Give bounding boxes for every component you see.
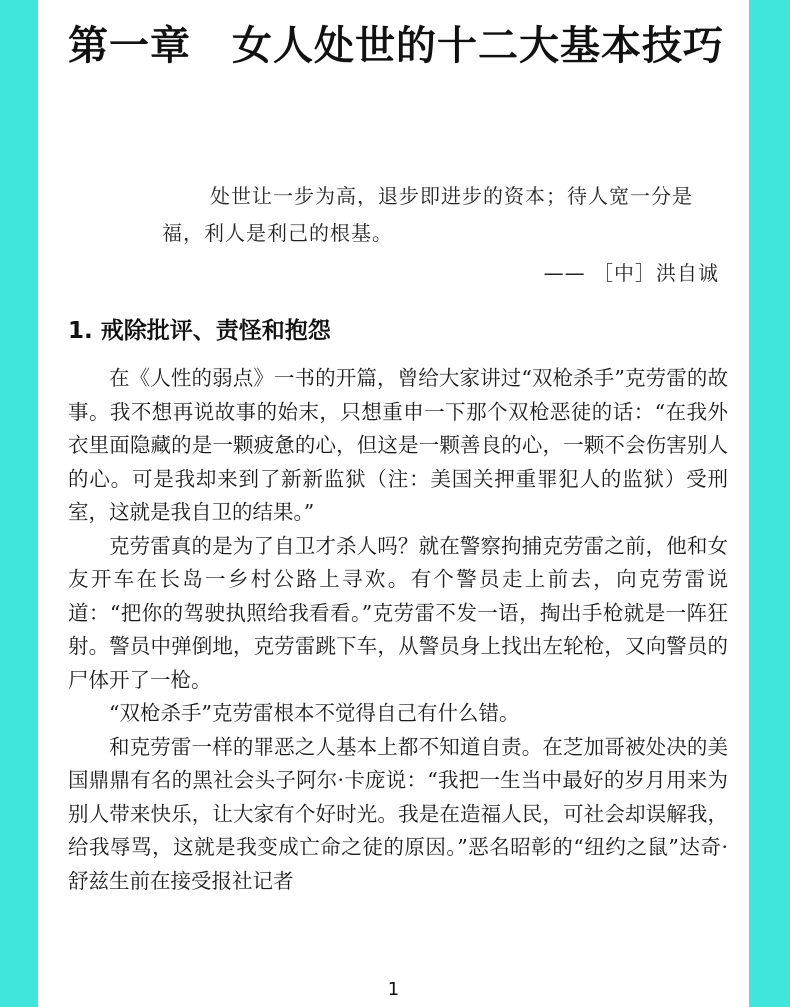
paragraph: “双枪杀手”克劳雷根本不觉得自己有什么错。 bbox=[109, 701, 520, 725]
paragraph: 和克劳雷一样的罪恶之人基本上都不知道自责。在芝加哥被处决的美国鼎鼎有名的黑社会头子阿尔·卡庞说：“我把一生当中最好的岁月用来为别人带来快乐，让大家有个好时光。我是在造福人民，可社会却误解我，给我辱骂，这就是我变成亡命之徒的原因。”恶名昭彰的“纽约之鼠”达奇·舒兹生前在接受报社记者 bbox=[68, 734, 728, 893]
page-number: 1 bbox=[387, 979, 400, 1000]
body-text bbox=[68, 362, 728, 898]
book-page bbox=[38, 0, 749, 1007]
epigraph-attribution: —— ［中］洪自诚 bbox=[543, 261, 719, 285]
epigraph bbox=[162, 178, 724, 252]
paragraph: 克劳雷真的是为了自卫才杀人吗？就在警察拘捕克劳雷之前，他和女友开车在长岛一乡村公路上寻欢。有个警员走上前去，向克劳雷说道：“把你的驾驶执照给我看看。”克劳雷不发一语，掏出手枪就是一阵狂射。警员中弹倒地，克劳雷跳下车，从警员身上找出左轮枪，又向警员的尸体开了一枪。 bbox=[68, 533, 728, 692]
section-heading: 1. 戒除批评、责怪和抱怨 bbox=[68, 318, 331, 344]
epigraph-text: 处世让一步为高，退步即进步的资本；待人宽一分是福，利人是利己的根基。 bbox=[162, 184, 693, 245]
paragraph: 在《人性的弱点》一书的开篇，曾给大家讲过“双枪杀手”克劳雷的故事。我不想再说故事的始末，只想重申一下那个双枪恶徒的话：“在我外衣里面隐藏的是一颗疲惫的心，但这是一颗善良的心，一颗不会伤害别人的心。可是我却来到了新新监狱（注：美国关押重罪犯人的监狱）受刑室，这就是我自卫的结果。” bbox=[68, 366, 728, 524]
chapter-title: 第一章 女人处世的十二大基本技巧 bbox=[68, 22, 724, 69]
